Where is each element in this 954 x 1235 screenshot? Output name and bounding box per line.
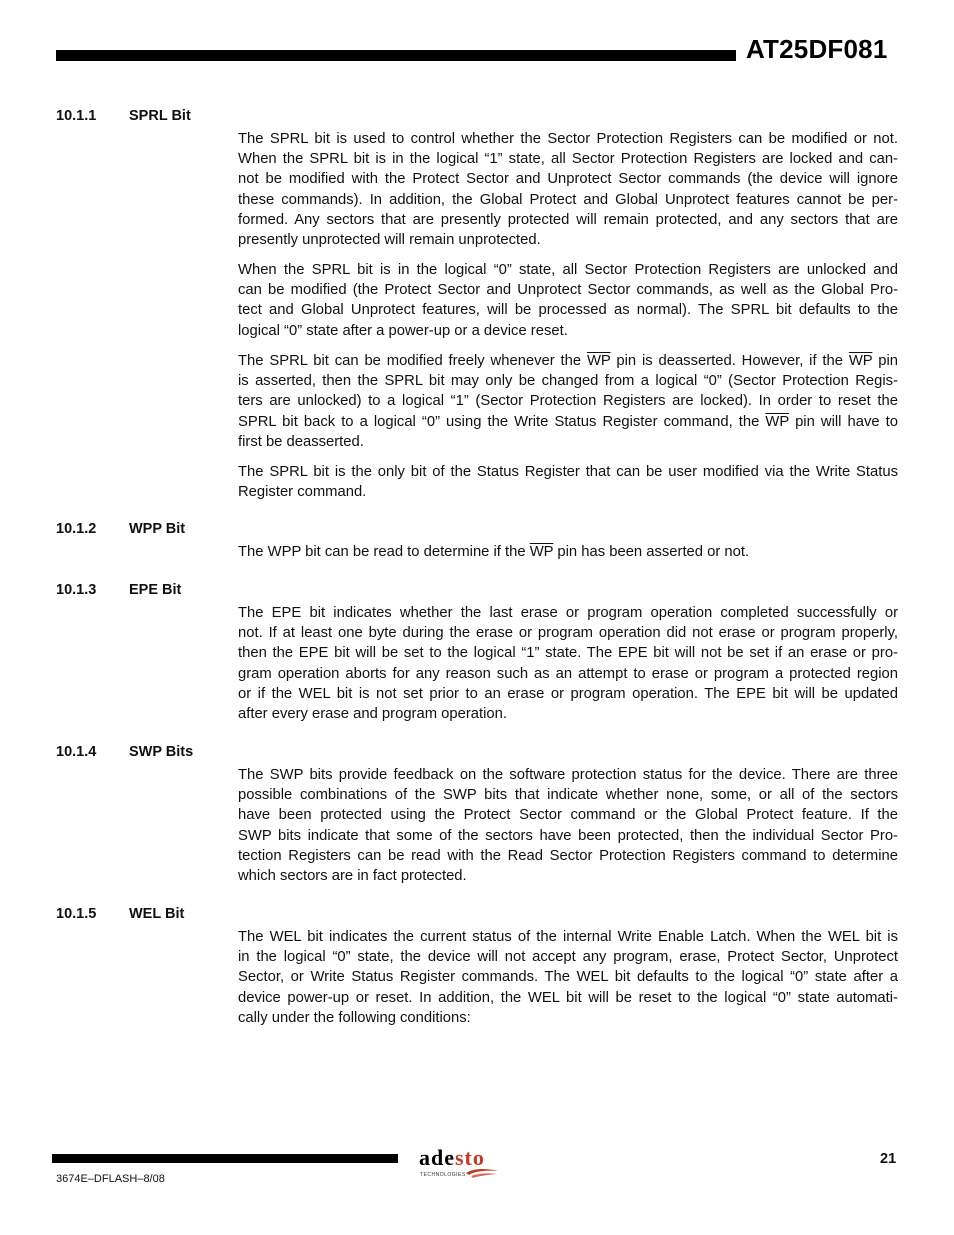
paragraph-line: cally under the following conditions:	[238, 1009, 471, 1026]
paragraph-line: after every erase and program operation.	[238, 706, 507, 723]
paragraph-line: which sectors are in fact protected.	[238, 868, 467, 885]
logo-swoosh-icon	[465, 1168, 499, 1178]
section-heading	[56, 108, 191, 124]
paragraph-line: logical “0” state after a power-up or a device reset.	[238, 322, 568, 339]
paragraph-line: tect and Global Unprotect features, will be processed as normal). The SPRL bit defaults to the	[238, 302, 898, 319]
logo-wordmark: adesto	[419, 1145, 485, 1170]
paragraph-line: presently unprotected will remain unprotected.	[238, 232, 541, 249]
section-title: SPRL Bit	[129, 108, 191, 124]
paragraph-line: The SWP bits provide feedback on the software protection status for the device. There are three	[238, 767, 898, 783]
wp-pin-overline: $\overline{WP}$	[529, 544, 554, 560]
paragraph	[238, 129, 898, 250]
section-heading	[56, 744, 193, 760]
paragraph-line: The WPP bit can be read to determine if the $\overline{WP}$ pin has been asserted or not.	[238, 544, 750, 560]
paragraph-line: device power-up or reset. In addition, the WEL bit will be reset to the logical “0” state automati-	[238, 989, 898, 1006]
section-number: 10.1.5	[56, 906, 97, 922]
section-number: 10.1.1	[56, 108, 97, 124]
paragraph-line: is asserted, then the SPRL bit may only be changed from a logical “0” (Sector Protection Regis-	[238, 373, 898, 390]
paragraph-line: The EPE bit indicates whether the last erase or program operation completed successfully or	[238, 605, 898, 621]
paragraph	[238, 603, 898, 724]
paragraph-line: not be modified with the Protect Sector and Unprotect Sector commands (the device will ignore	[238, 171, 898, 188]
paragraph-line: tection Registers can be read with the Read Sector Protection Registers command to determine	[238, 847, 898, 864]
paragraph	[238, 462, 898, 502]
paragraph	[238, 351, 898, 452]
paragraph-line: have been protected using the Protect Sector command or the Global Protect feature. If the	[238, 807, 898, 824]
paragraph	[238, 542, 898, 562]
section-heading	[56, 582, 181, 598]
logo-subtext: TECHNOLOGIES	[420, 1172, 466, 1178]
paragraph-line: can be modified (the Protect Sector and Unprotect Sector commands, as well as the Global Pro-	[238, 282, 898, 299]
section-number: 10.1.3	[56, 582, 97, 598]
section-title: WPP Bit	[129, 521, 186, 537]
section-heading	[56, 906, 184, 922]
paragraph-line: The SPRL bit is the only bit of the Status Register that can be user modified via the Write Status	[238, 464, 898, 480]
paragraph-line: gram operation aborts for any reason such as an attempt to erase or program a protected region	[238, 665, 898, 682]
paragraph-line: possible combinations of the SWP bits that indicate whether none, some, or all of the sectors	[238, 787, 898, 804]
adesto-logo	[419, 1146, 509, 1184]
section-title: SWP Bits	[129, 744, 194, 760]
paragraph	[238, 927, 898, 1028]
page-number: 21	[880, 1151, 897, 1167]
paragraph	[238, 260, 898, 341]
paragraph-line: SWP bits indicate that some of the sectors have been protected, then the individual Sector Pro-	[238, 827, 898, 844]
document-code: 3674E–DFLASH–8/08	[56, 1173, 165, 1185]
section-title: EPE Bit	[129, 582, 182, 598]
paragraph-line: SPRL bit back to a logical “0” using the Write Status Register command, the $\overline{WP}$ pin will have to	[238, 413, 898, 430]
section-number: 10.1.2	[56, 521, 97, 537]
wp-pin-overline: $\overline{WP}$	[765, 413, 789, 430]
wp-pin-overline: $\overline{WP}$	[848, 353, 873, 369]
paragraph-line: When the SPRL bit is in the logical “1” state, all Sector Protection Registers are locked and can-	[238, 151, 898, 168]
paragraph-line: The WEL bit indicates the current status of the internal Write Enable Latch. When the WEL bit is	[238, 929, 898, 945]
section-heading	[56, 521, 185, 537]
paragraph-line: or if the WEL bit is not set prior to an erase or program operation. The EPE bit will be updated	[238, 685, 898, 702]
section-number: 10.1.4	[56, 744, 97, 760]
header-rule	[56, 50, 736, 61]
paragraph-line: The SPRL bit can be modified freely whenever the $\overline{WP}$ pin is deasserted. However, if the $\overline{WP}$ pin	[238, 353, 898, 369]
paragraph-line: not. If at least one byte during the erase or program operation did not erase or program properly,	[238, 625, 898, 642]
paragraph-line: ters are unlocked) to a logical “1” (Sector Protection Registers are locked). In order to reset the	[238, 393, 898, 410]
paragraph-line: in the logical “0” state, the device will not accept any program, erase, Protect Sector, Unprotect	[238, 949, 898, 966]
paragraph-line: Sector, or Write Status Register commands. The WEL bit defaults to the logical “0” state after a	[238, 969, 898, 986]
wp-pin-overline: $\overline{WP}$	[586, 353, 611, 369]
section-title: WEL Bit	[129, 906, 185, 922]
paragraph-line: these commands). In addition, the Global Protect and Global Unprotect features cannot be per-	[238, 191, 898, 208]
paragraph-line: then the EPE bit will be set to the logical “1” state. The EPE bit will not be set if an erase or pro-	[238, 645, 898, 662]
paragraph-line: Register command.	[238, 484, 367, 501]
paragraph-line: first be deasserted.	[238, 433, 364, 450]
paragraph-line: When the SPRL bit is in the logical “0” state, all Sector Protection Registers are unlocked and	[238, 262, 898, 278]
paragraph-line: formed. Any sectors that are presently protected will remain protected, and any sectors that are	[238, 211, 898, 228]
paragraph	[238, 765, 898, 886]
footer-rule	[52, 1154, 398, 1163]
paragraph-line: The SPRL bit is used to control whether the Sector Protection Registers can be modified or not.	[238, 131, 898, 147]
document-title: AT25DF081	[746, 34, 888, 64]
